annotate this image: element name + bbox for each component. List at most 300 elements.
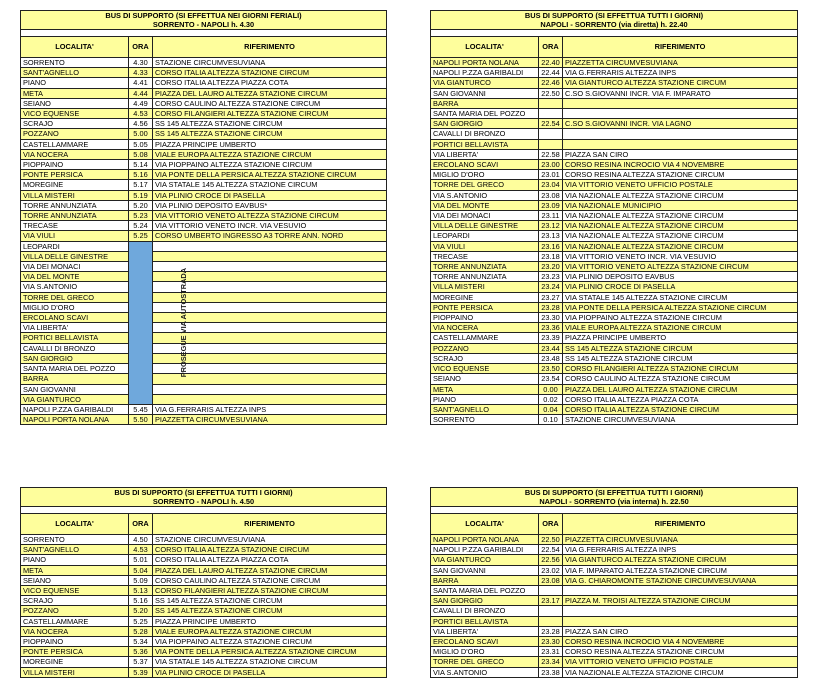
reference-cell <box>153 394 387 404</box>
time-cell: 23.27 <box>539 292 563 302</box>
table-title: BUS DI SUPPORTO (SI EFFETTUA TUTTI I GIORNI) <box>21 488 387 498</box>
reference-cell: SS 145 ALTEZZA STAZIONE CIRCUM <box>153 119 387 129</box>
reference-cell: CORSO ITALIA ALTEZZA STAZIONE CIRCUM <box>153 68 387 78</box>
location-cell: CAVALLI DI BRONZO <box>21 343 129 353</box>
table-row <box>21 333 387 343</box>
reference-cell: SS 145 ALTEZZA STAZIONE CIRCUM <box>563 353 798 363</box>
time-cell: 0.10 <box>539 415 563 425</box>
time-cell: 5.16 <box>129 596 153 606</box>
reference-cell: VIA PLINIO DEPOSITO EAVBUS <box>563 272 798 282</box>
time-cell: 5.13 <box>129 586 153 596</box>
time-cell: 23.16 <box>539 241 563 251</box>
table-row <box>21 343 387 353</box>
table-row <box>431 221 798 231</box>
location-cell: TRECASE <box>431 251 539 261</box>
time-cell: 23.50 <box>539 364 563 374</box>
table-row <box>21 667 387 677</box>
time-cell: 5.39 <box>129 667 153 677</box>
time-cell: 22.40 <box>539 58 563 68</box>
location-cell: VICO EQUENSE <box>431 364 539 374</box>
reference-cell: VIA GIANTURCO ALTEZZA STAZIONE CIRCUM <box>563 78 798 88</box>
table-row <box>431 565 798 575</box>
table-row <box>21 586 387 596</box>
reference-cell: VIA VITTORIO VENETO UFFICIO POSTALE <box>563 657 798 667</box>
table-row <box>21 139 387 149</box>
location-cell: SAN GIOVANNI <box>431 88 539 98</box>
location-cell: LEOPARDI <box>21 241 129 251</box>
reference-cell: VIA NAZIONALE ALTEZZA STAZIONE CIRCUM <box>563 241 798 251</box>
time-cell: 5.20 <box>129 200 153 210</box>
table-row <box>21 58 387 68</box>
reference-cell: VIALE EUROPA ALTEZZA STAZIONE CIRCUM <box>563 323 798 333</box>
time-cell: 23.01 <box>539 170 563 180</box>
time-cell: 23.08 <box>539 575 563 585</box>
time-cell: 22.54 <box>539 545 563 555</box>
time-cell: 5.45 <box>129 404 153 414</box>
table-row <box>21 251 387 261</box>
reference-cell <box>153 251 387 261</box>
reference-cell: VIA PIOPPAINO ALTEZZA STAZIONE CIRCUM <box>563 313 798 323</box>
reference-cell: VIA F. IMPARATO ALTEZZA STAZIONE CIRCUM <box>563 565 798 575</box>
time-cell: 5.14 <box>129 160 153 170</box>
location-cell: CAVALLI DI BRONZO <box>431 606 539 616</box>
time-cell: 5.50 <box>129 415 153 425</box>
table-row <box>21 596 387 606</box>
location-cell: ERCOLANO SCAVI <box>431 160 539 170</box>
table-row <box>431 657 798 667</box>
reference-cell: PIAZZA SAN CIRO <box>563 149 798 159</box>
location-cell: NAPOLI P.ZZA GARIBALDI <box>431 545 539 555</box>
time-cell: 23.08 <box>539 190 563 200</box>
location-cell: SCRAJO <box>21 596 129 606</box>
header-localita: LOCALITA' <box>21 514 129 535</box>
location-cell: PONTE PERSICA <box>431 302 539 312</box>
time-cell: 22.50 <box>539 88 563 98</box>
location-cell: VILLA MISTERI <box>431 282 539 292</box>
time-cell: 5.09 <box>129 575 153 585</box>
timetable-napoli-sorrento-2240 <box>430 10 798 425</box>
location-cell: VIA DEI MONACI <box>431 211 539 221</box>
table-row <box>431 415 798 425</box>
table-row <box>431 343 798 353</box>
reference-cell <box>563 139 798 149</box>
table-row <box>21 415 387 425</box>
time-cell: 5.00 <box>129 129 153 139</box>
table-row <box>21 647 387 657</box>
location-cell: PIANO <box>21 555 129 565</box>
table-row <box>431 119 798 129</box>
location-cell: META <box>431 384 539 394</box>
location-cell: BARRA <box>431 98 539 108</box>
location-cell: MOREGINE <box>21 657 129 667</box>
location-cell: VIA NOCERA <box>21 626 129 636</box>
table-row <box>21 606 387 616</box>
location-cell: SANTA MARIA DEL POZZO <box>431 586 539 596</box>
header-riferimento: RIFERIMENTO <box>153 37 387 58</box>
location-cell: MOREGINE <box>21 180 129 190</box>
time-cell: 5.25 <box>129 231 153 241</box>
location-cell: BARRA <box>431 575 539 585</box>
reference-cell: CORSO RESINA INCROCIO VIA 4 NOVEMBRE <box>563 637 798 647</box>
reference-cell: VIA PLINIO CROCE DI PASELLA <box>153 190 387 200</box>
time-cell: 23.13 <box>539 231 563 241</box>
location-cell: CASTELLAMMARE <box>431 333 539 343</box>
location-cell: PIANO <box>21 78 129 88</box>
location-cell: PIANO <box>431 394 539 404</box>
reference-cell: VIA STATALE 145 ALTEZZA STAZIONE CIRCUM <box>153 180 387 190</box>
time-cell: 22.50 <box>539 535 563 545</box>
location-cell: VIA S.ANTONIO <box>431 190 539 200</box>
time-cell: 23.31 <box>539 647 563 657</box>
header-ora: ORA <box>539 514 563 535</box>
table-row <box>431 211 798 221</box>
header-ora: ORA <box>129 514 153 535</box>
time-cell: 23.34 <box>539 657 563 667</box>
reference-cell: PIAZZA M. TROISI ALTEZZA STAZIONE CIRCUM <box>563 596 798 606</box>
reference-cell: VIA PIOPPAINO ALTEZZA STAZIONE CIRCUM <box>153 160 387 170</box>
location-cell: SANT'AGNELLO <box>21 68 129 78</box>
table-row <box>431 160 798 170</box>
time-cell: 23.44 <box>539 343 563 353</box>
table-row <box>431 190 798 200</box>
location-cell: VIA GIANTURCO <box>431 555 539 565</box>
reference-cell: VIA PONTE DELLA PERSICA ALTEZZA STAZIONE CIRCUM <box>153 647 387 657</box>
table-row <box>21 119 387 129</box>
time-cell: 22.54 <box>539 119 563 129</box>
table-row <box>21 160 387 170</box>
location-cell: MIGLIO D'ORO <box>431 647 539 657</box>
reference-cell: VIA VITTORIO VENETO INCR. VIA VESUVIO <box>153 221 387 231</box>
location-cell: SAN GIORGIO <box>431 119 539 129</box>
location-cell: META <box>21 565 129 575</box>
reference-cell: CORSO RESINA ALTEZZA STAZIONE CIRCUM <box>563 170 798 180</box>
time-cell: 23.17 <box>539 596 563 606</box>
location-cell: CASTELLAMMARE <box>21 139 129 149</box>
table-row <box>21 353 387 363</box>
reference-cell: CORSO RESINA ALTEZZA STAZIONE CIRCUM <box>563 647 798 657</box>
reference-cell: VIA VITTORIO VENETO ALTEZZA STAZIONE CIRCUM <box>563 262 798 272</box>
table-row <box>431 139 798 149</box>
table-row <box>431 596 798 606</box>
time-cell: 22.44 <box>539 68 563 78</box>
header-ora: ORA <box>539 37 563 58</box>
reference-cell: CORSO CAULINO ALTEZZA STAZIONE CIRCUM <box>153 98 387 108</box>
location-cell: BARRA <box>21 374 129 384</box>
reference-cell: VIALE EUROPA ALTEZZA STAZIONE CIRCUM <box>153 626 387 636</box>
reference-cell: PIAZZA SAN CIRO <box>563 626 798 636</box>
autostrada-band <box>129 241 189 404</box>
reference-cell: VIA PONTE DELLA PERSICA ALTEZZA STAZIONE CIRCUM <box>153 170 387 180</box>
reference-cell: SS 145 ALTEZZA STAZIONE CIRCUM <box>153 606 387 616</box>
time-cell: 4.53 <box>129 545 153 555</box>
table-row <box>431 667 798 677</box>
reference-cell: VIA PLINIO DEPOSITO EAVBUS* <box>153 200 387 210</box>
location-cell: PIOPPAINO <box>21 160 129 170</box>
location-cell: TRECASE <box>21 221 129 231</box>
table-title: BUS DI SUPPORTO (SI EFFETTUA NEI GIORNI FERIALI) <box>21 11 387 21</box>
timetable-napoli-sorrento-2250 <box>430 487 798 678</box>
time-cell: 23.11 <box>539 211 563 221</box>
reference-cell: CORSO ITALIA ALTEZZA PIAZZA COTA <box>153 555 387 565</box>
reference-cell: VIA NAZIONALE ALTEZZA STAZIONE CIRCUM <box>563 190 798 200</box>
time-cell: 5.17 <box>129 180 153 190</box>
table-row <box>21 241 387 251</box>
table-row <box>431 170 798 180</box>
time-cell: 23.30 <box>539 313 563 323</box>
reference-cell <box>563 616 798 626</box>
reference-cell: CORSO ITALIA ALTEZZA STAZIONE CIRCUM <box>563 404 798 414</box>
header-localita: LOCALITA' <box>431 37 539 58</box>
location-cell: POZZANO <box>431 343 539 353</box>
table-row <box>21 221 387 231</box>
location-cell: VIA VIULI <box>431 241 539 251</box>
location-cell: VIA GIANTURCO <box>431 78 539 88</box>
table-row <box>431 384 798 394</box>
location-cell: PIOPPAINO <box>431 313 539 323</box>
time-cell: 4.33 <box>129 68 153 78</box>
table-row <box>431 129 798 139</box>
table-row <box>431 616 798 626</box>
reference-cell <box>563 129 798 139</box>
location-cell: SAN GIOVANNI <box>431 565 539 575</box>
reference-cell <box>153 241 387 251</box>
reference-cell: PIAZZA DEL LAURO ALTEZZA STAZIONE CIRCUM <box>153 565 387 575</box>
time-cell: 4.30 <box>129 58 153 68</box>
location-cell: SAN GIOVANNI <box>21 384 129 394</box>
location-cell: SEIANO <box>21 98 129 108</box>
time-cell: 5.04 <box>129 565 153 575</box>
header-riferimento: RIFERIMENTO <box>153 514 387 535</box>
table-row <box>431 282 798 292</box>
time-cell: 22.58 <box>539 149 563 159</box>
table-subtitle: SORRENTO - NAPOLI h. 4.30 <box>21 20 387 30</box>
time-cell: 23.38 <box>539 667 563 677</box>
time-cell: 5.01 <box>129 555 153 565</box>
time-cell: 0.04 <box>539 404 563 414</box>
reference-cell: VIA VITTORIO VENETO INCR. VIA VESUVIO <box>563 251 798 261</box>
location-cell: SANTA MARIA DEL POZZO <box>431 109 539 119</box>
table-title: BUS DI SUPPORTO (SI EFFETTUA TUTTI I GIORNI) <box>431 11 798 21</box>
location-cell: POZZANO <box>21 606 129 616</box>
table-row <box>431 200 798 210</box>
table-row <box>21 657 387 667</box>
time-cell <box>539 586 563 596</box>
table-row <box>21 374 387 384</box>
time-cell: 5.28 <box>129 626 153 636</box>
location-cell: VILLA DELLE GINESTRE <box>431 221 539 231</box>
time-cell <box>539 98 563 108</box>
time-cell: 23.20 <box>539 262 563 272</box>
time-cell: 0.00 <box>539 384 563 394</box>
location-cell: SCRAJO <box>431 353 539 363</box>
location-cell: PORTICI BELLAVISTA <box>21 333 129 343</box>
location-cell: SORRENTO <box>21 535 129 545</box>
location-cell: TORRE DEL GRECO <box>21 292 129 302</box>
location-cell: PIOPPAINO <box>21 637 129 647</box>
reference-cell: SS 145 ALTEZZA STAZIONE CIRCUM <box>563 343 798 353</box>
reference-cell <box>563 109 798 119</box>
reference-cell: STAZIONE CIRCUMVESUVIANA <box>153 535 387 545</box>
table-row <box>21 616 387 626</box>
location-cell: POZZANO <box>21 129 129 139</box>
time-cell: 23.18 <box>539 251 563 261</box>
table-row <box>21 170 387 180</box>
time-cell: 23.04 <box>539 180 563 190</box>
location-cell: SCRAJO <box>21 119 129 129</box>
reference-cell: CORSO CAULINO ALTEZZA STAZIONE CIRCUM <box>563 374 798 384</box>
time-cell: 5.25 <box>129 616 153 626</box>
table-row <box>431 575 798 585</box>
location-cell: TORRE DEL GRECO <box>431 180 539 190</box>
location-cell: SEIANO <box>431 374 539 384</box>
location-cell: PORTICI BELLAVISTA <box>431 139 539 149</box>
time-cell: 5.37 <box>129 657 153 667</box>
reference-cell <box>563 606 798 616</box>
table-row <box>21 180 387 190</box>
table-row <box>21 282 387 292</box>
table-row <box>21 129 387 139</box>
reference-cell: VIA NAZIONALE ALTEZZA STAZIONE CIRCUM <box>563 221 798 231</box>
timetable-sorrento-napoli-450 <box>20 487 387 678</box>
table-row <box>431 180 798 190</box>
reference-cell: VIA PIOPPAINO ALTEZZA STAZIONE CIRCUM <box>153 637 387 647</box>
reference-cell <box>153 384 387 394</box>
table-row <box>431 98 798 108</box>
location-cell: SANT'AGNELLO <box>431 404 539 414</box>
reference-cell: SS 145 ALTEZZA STAZIONE CIRCUM <box>153 129 387 139</box>
time-cell: 23.12 <box>539 221 563 231</box>
time-cell <box>539 606 563 616</box>
table-row <box>431 626 798 636</box>
table-row <box>21 626 387 636</box>
table-row <box>431 78 798 88</box>
time-cell: 23.28 <box>539 302 563 312</box>
table-row <box>431 637 798 647</box>
location-cell: SEIANO <box>21 575 129 585</box>
location-cell: VILLA MISTERI <box>21 190 129 200</box>
header-riferimento: RIFERIMENTO <box>563 37 798 58</box>
table-row <box>21 302 387 312</box>
time-cell: 22.56 <box>539 555 563 565</box>
location-cell: NAPOLI PORTA NOLANA <box>21 415 129 425</box>
location-cell: TORRE ANNUNZIATA <box>21 200 129 210</box>
location-cell: META <box>21 88 129 98</box>
time-cell: 22.46 <box>539 78 563 88</box>
table-row <box>431 555 798 565</box>
location-cell: ERCOLANO SCAVI <box>431 637 539 647</box>
table-row <box>431 586 798 596</box>
location-cell: VIA DEI MONACI <box>21 262 129 272</box>
table-row <box>431 364 798 374</box>
table-row <box>431 149 798 159</box>
location-cell: VIA GIANTURCO <box>21 394 129 404</box>
table-row <box>21 384 387 394</box>
reference-cell: VIA PLINIO CROCE DI PASELLA <box>153 667 387 677</box>
table-row <box>431 262 798 272</box>
table-row <box>431 323 798 333</box>
location-cell: PONTE PERSICA <box>21 647 129 657</box>
reference-cell: CORSO RESINA INCROCIO VIA 4 NOVEMBRE <box>563 160 798 170</box>
time-cell: 23.28 <box>539 626 563 636</box>
header-localita: LOCALITA' <box>431 514 539 535</box>
location-cell: SANTA MARIA DEL POZZO <box>21 364 129 374</box>
time-cell: 5.19 <box>129 190 153 200</box>
header-ora: ORA <box>129 37 153 58</box>
table-row <box>431 292 798 302</box>
location-cell: LEOPARDI <box>431 231 539 241</box>
table-row <box>21 211 387 221</box>
table-row <box>431 647 798 657</box>
time-cell: 5.23 <box>129 211 153 221</box>
reference-cell <box>563 98 798 108</box>
table-row <box>431 394 798 404</box>
table-row <box>21 394 387 404</box>
table-row <box>21 78 387 88</box>
reference-cell: VIA G.FERRARIS ALTEZZA INPS <box>563 68 798 78</box>
table-subtitle: NAPOLI - SORRENTO (via interna) h. 22.50 <box>431 497 798 507</box>
table-row <box>431 404 798 414</box>
location-cell: SANT'AGNELLO <box>21 545 129 555</box>
time-cell: 4.53 <box>129 109 153 119</box>
header-riferimento: RIFERIMENTO <box>563 514 798 535</box>
location-cell: VIA LIBERTA' <box>431 626 539 636</box>
time-cell <box>539 129 563 139</box>
table-row <box>21 323 387 333</box>
reference-cell: CORSO FILANGIERI ALTEZZA STAZIONE CIRCUM <box>153 109 387 119</box>
reference-cell <box>563 586 798 596</box>
table-row <box>431 231 798 241</box>
location-cell: VILLA MISTERI <box>21 667 129 677</box>
table-row <box>431 606 798 616</box>
time-cell: 5.36 <box>129 647 153 657</box>
reference-cell: VIA G.FERRARIS ALTEZZA INPS <box>563 545 798 555</box>
reference-cell: VIA NAZIONALE ALTEZZA STAZIONE CIRCUM <box>563 211 798 221</box>
autostrada-band-label: PROSEGUE VIA AUTOSTRADA <box>179 268 189 378</box>
time-cell: 23.02 <box>539 565 563 575</box>
table-row <box>431 353 798 363</box>
reference-cell: PIAZZETTA CIRCUMVESUVIANA <box>563 535 798 545</box>
reference-cell: STAZIONE CIRCUMVESUVIANA <box>153 58 387 68</box>
table-row <box>21 68 387 78</box>
table-row <box>431 109 798 119</box>
table-row <box>431 272 798 282</box>
location-cell: VIA S.ANTONIO <box>431 667 539 677</box>
table-row <box>21 404 387 414</box>
reference-cell: CORSO FILANGIERI ALTEZZA STAZIONE CIRCUM <box>153 586 387 596</box>
location-cell: TORRE ANNUNZIATA <box>21 211 129 221</box>
table-row <box>431 535 798 545</box>
location-cell: NAPOLI PORTA NOLANA <box>431 58 539 68</box>
time-cell: 23.00 <box>539 160 563 170</box>
location-cell: VIA LIBERTA' <box>431 149 539 159</box>
location-cell: VIA NOCERA <box>21 149 129 159</box>
reference-cell: VIA PONTE DELLA PERSICA ALTEZZA STAZIONE CIRCUM <box>563 302 798 312</box>
location-cell: VICO EQUENSE <box>21 109 129 119</box>
time-cell: 23.48 <box>539 353 563 363</box>
table-row <box>431 313 798 323</box>
table-row <box>21 555 387 565</box>
reference-cell: PIAZZA PRINCIPE UMBERTO <box>153 139 387 149</box>
table-row <box>21 98 387 108</box>
table-row <box>21 313 387 323</box>
location-cell: PONTE PERSICA <box>21 170 129 180</box>
location-cell: MIGLIO D'ORO <box>21 302 129 312</box>
time-cell: 23.24 <box>539 282 563 292</box>
location-cell: ERCOLANO SCAVI <box>21 313 129 323</box>
time-cell <box>539 109 563 119</box>
reference-cell: PIAZZA DEL LAURO ALTEZZA STAZIONE CIRCUM <box>153 88 387 98</box>
reference-cell: PIAZZETTA CIRCUMVESUVIANA <box>153 415 387 425</box>
